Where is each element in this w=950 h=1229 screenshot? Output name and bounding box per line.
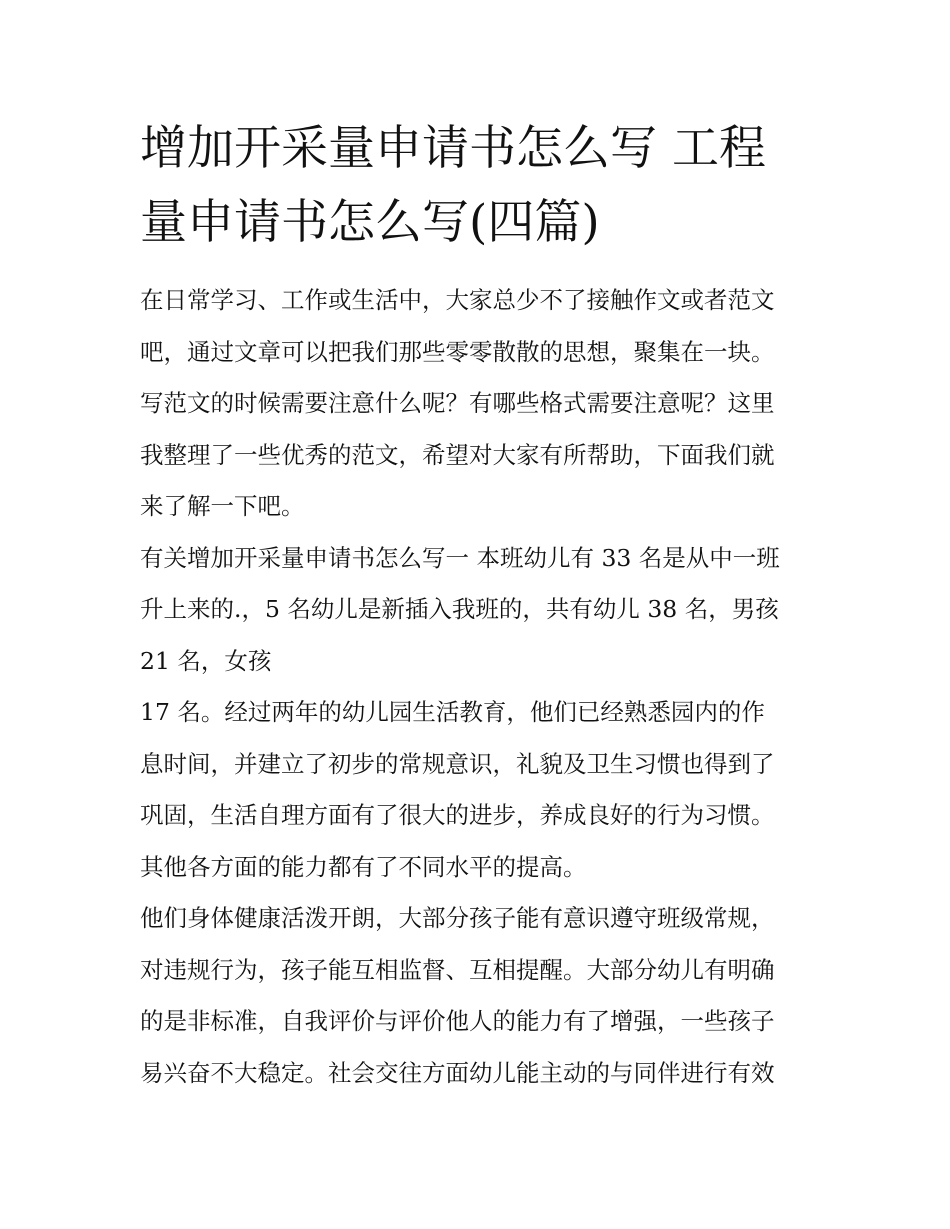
body-line: 吧，通过文章可以把我们那些零零散散的思想，聚集在一块。 bbox=[140, 337, 775, 366]
body-line: 我整理了一些优秀的范文，希望对大家有所帮助，下面我们就 bbox=[140, 440, 775, 469]
document-body bbox=[140, 279, 820, 1103]
body-line: 的是非标准，自我评价与评价他人的能力有了增强，一些孩子 bbox=[140, 1007, 775, 1035]
title-line-1: 增加开采量申请书怎么写 工程 bbox=[140, 121, 766, 176]
title-line-2: 量申请书怎么写(四篇) bbox=[140, 195, 600, 250]
body-line: 对违规行为，孩子能互相监督、互相提醒。大部分幼儿有明确 bbox=[140, 955, 775, 984]
body-line: 有关增加开采量申请书怎么写一 本班幼儿有 33 名是从中一班 bbox=[140, 543, 780, 572]
body-line: 他们身体健康活泼开朗，大部分孩子能有意识遵守班级常规， bbox=[140, 904, 775, 932]
body-line: 升上来的.，5 名幼儿是新插入我班的，共有幼儿 38 名，男孩 bbox=[140, 595, 779, 623]
body-line: 其他各方面的能力都有了不同水平的提高。 bbox=[140, 852, 587, 881]
body-line: 易兴奋不大稳定。社会交往方面幼儿能主动的与同伴进行有效 bbox=[140, 1058, 775, 1087]
body-line: 写范文的时候需要注意什么呢？有哪些格式需要注意呢？这里 bbox=[140, 389, 775, 417]
document-title bbox=[140, 112, 820, 260]
body-line: 17 名。经过两年的幼儿园生活教育，他们已经熟悉园内的作 bbox=[140, 698, 765, 726]
body-line: 巩固，生活自理方面有了很大的进步，养成良好的行为习惯。 bbox=[140, 801, 775, 829]
body-line: 在日常学习、工作或生活中，大家总少不了接触作文或者范文 bbox=[140, 286, 775, 314]
body-line: 21 名，女孩 bbox=[140, 646, 272, 675]
body-line: 来了解一下吧。 bbox=[140, 492, 305, 520]
body-line: 息时间，并建立了初步的常规意识，礼貌及卫生习惯也得到了 bbox=[140, 749, 775, 778]
